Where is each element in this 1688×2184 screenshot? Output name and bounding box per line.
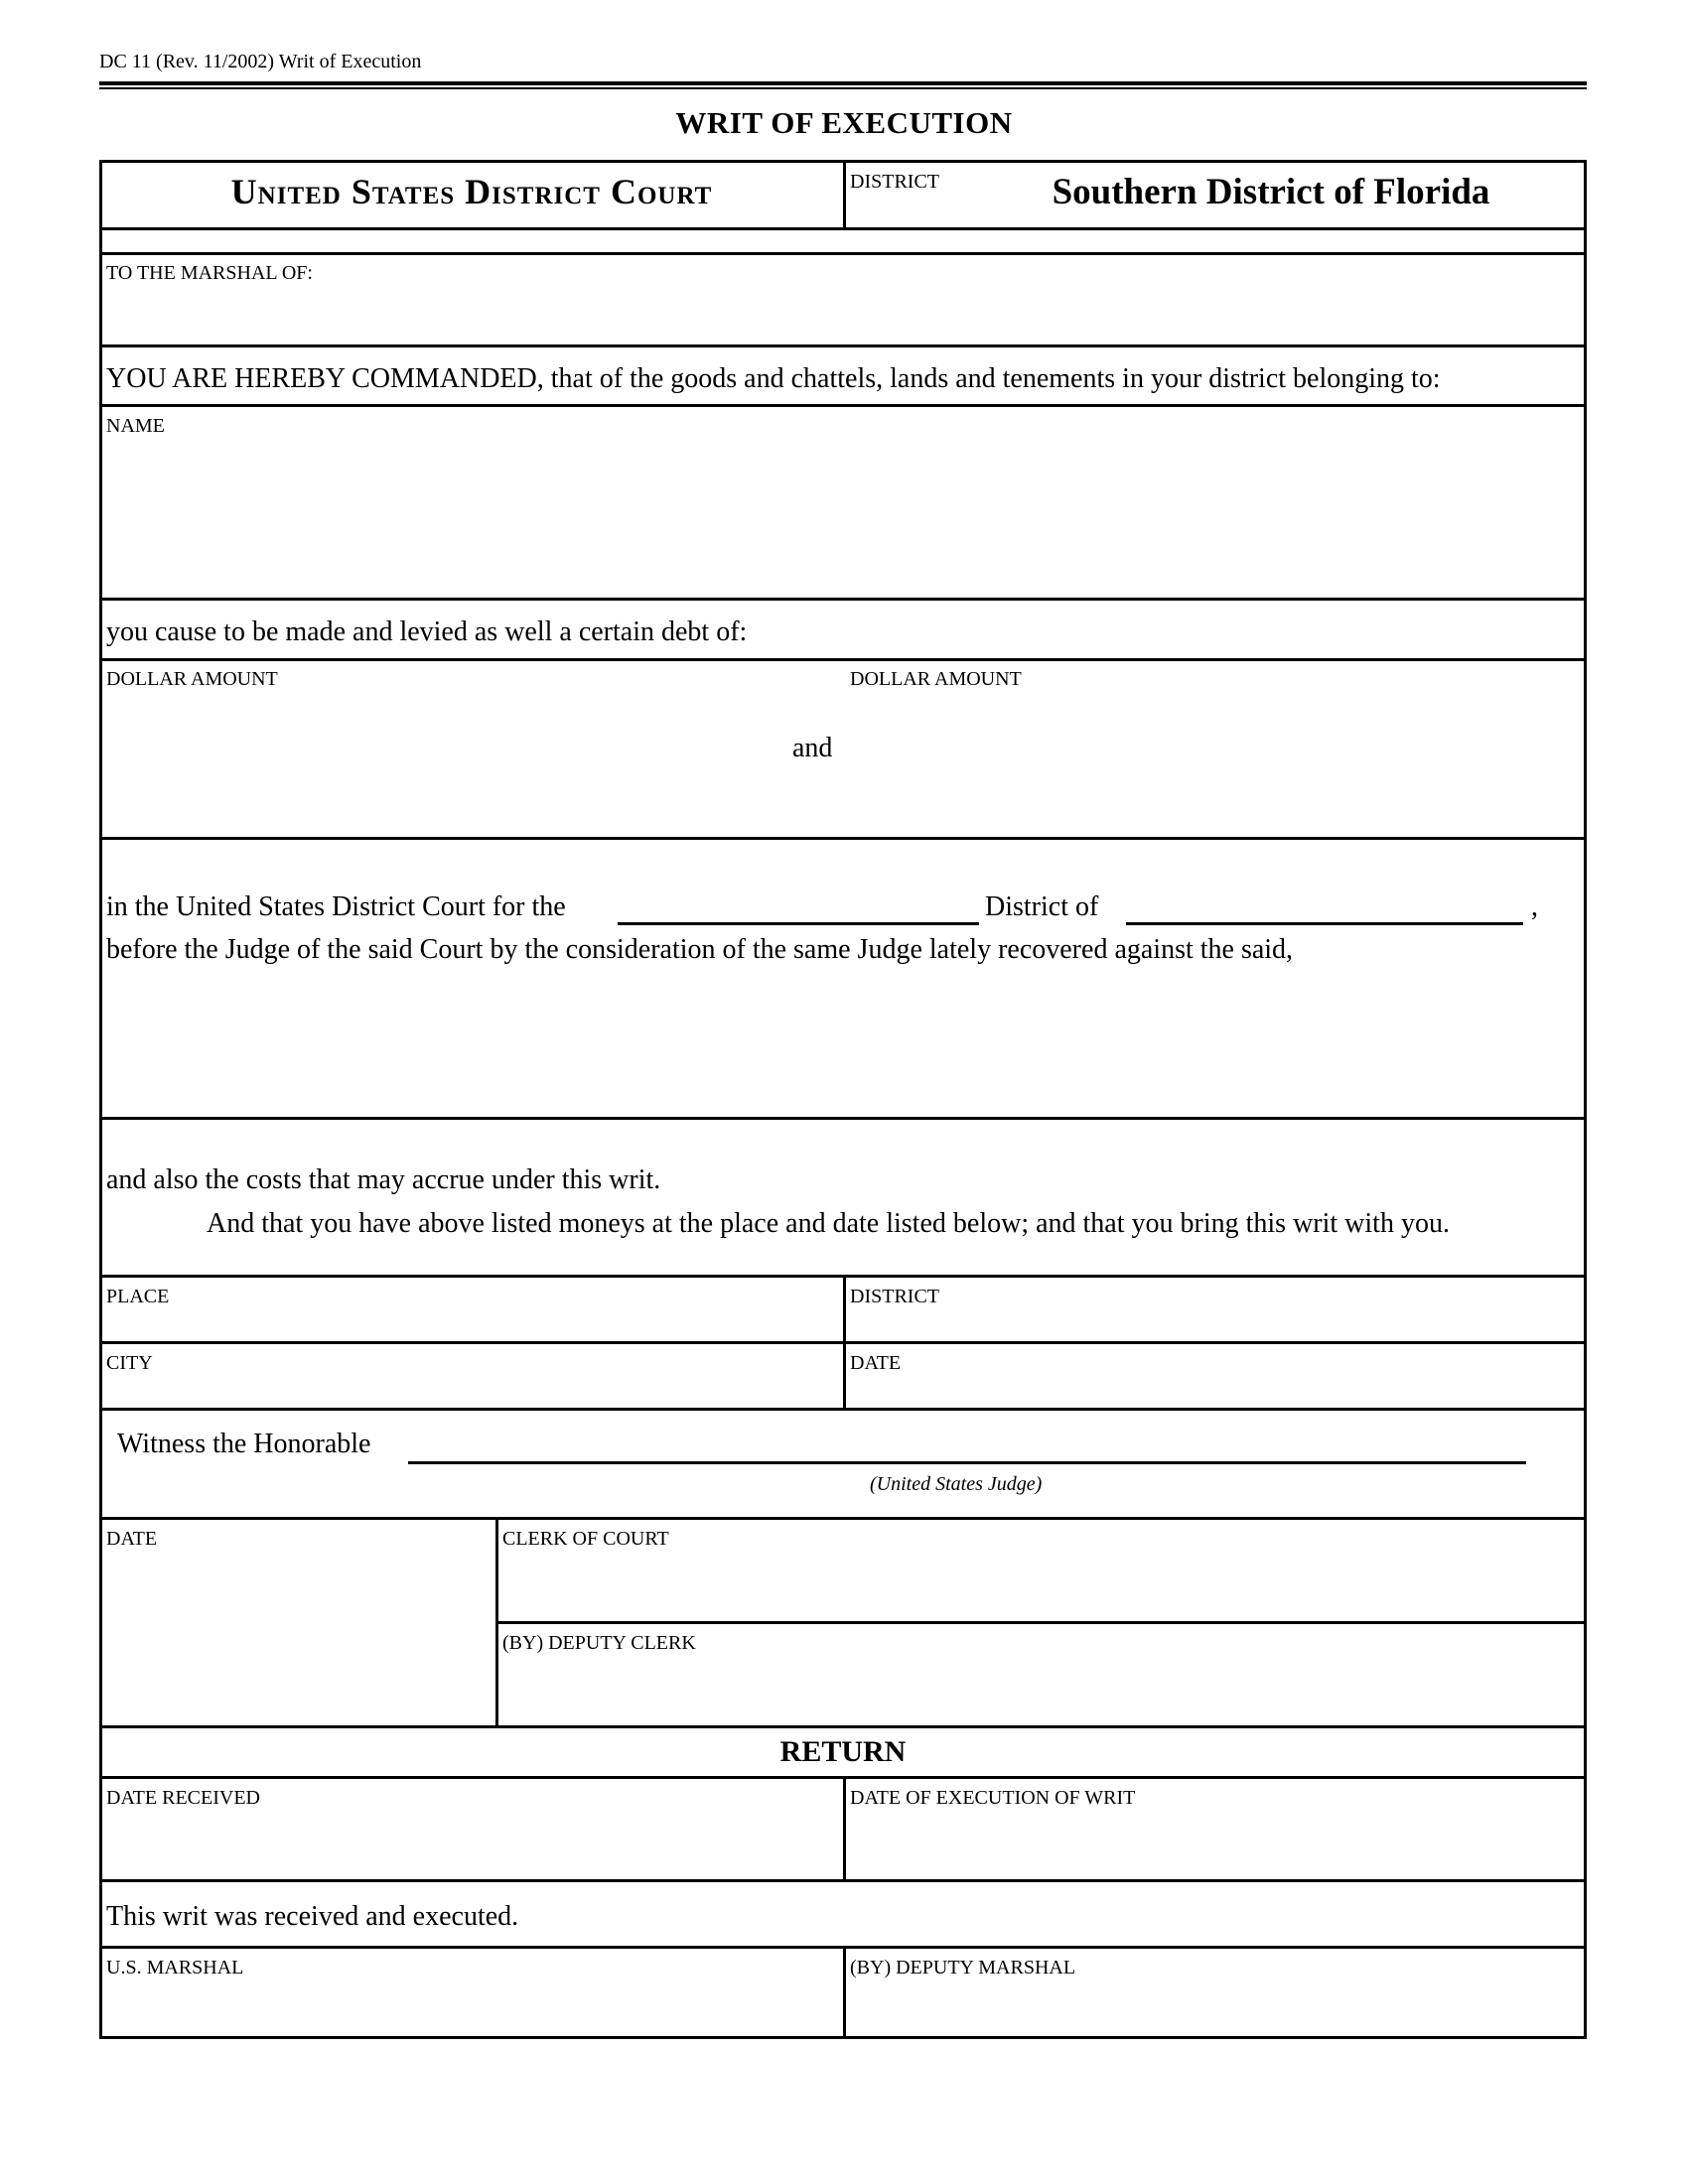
divider xyxy=(99,1879,1587,1882)
judge-caption: (United States Judge) xyxy=(870,1473,1043,1495)
marshal-label: TO THE MARSHAL OF: xyxy=(106,262,313,284)
form-reference: DC 11 (Rev. 11/2002) Writ of Execution xyxy=(99,51,422,72)
and-text: and xyxy=(792,733,833,763)
district-name: Southern District of Florida xyxy=(1052,172,1490,212)
form-title: WRIT OF EXECUTION xyxy=(675,105,1013,140)
divider xyxy=(843,160,846,229)
deputy-marshal-label: (BY) DEPUTY MARSHAL xyxy=(850,1957,1076,1979)
witness-text: Witness the Honorable xyxy=(117,1429,371,1459)
court-district-line xyxy=(618,922,979,925)
header-rule-thick xyxy=(99,81,1587,85)
return-title: RETURN xyxy=(779,1735,907,1768)
clerk-label: CLERK OF COURT xyxy=(502,1528,669,1550)
divider xyxy=(99,227,1587,230)
divider xyxy=(99,1517,1587,1520)
signature-date-label: DATE xyxy=(106,1528,158,1550)
judgment-text-b: District of xyxy=(985,891,1099,922)
divider xyxy=(99,837,1587,840)
divider xyxy=(99,1408,1587,1411)
judge-signature-line xyxy=(408,1461,1526,1464)
divider xyxy=(496,1621,1587,1624)
judgment-text-a: in the United States District Court for the xyxy=(106,891,566,922)
place-label: PLACE xyxy=(106,1286,170,1307)
divider xyxy=(843,1776,846,1881)
divider xyxy=(99,1117,1587,1120)
city-label: CITY xyxy=(106,1352,153,1374)
district-label: DISTRICT xyxy=(850,171,939,193)
debt-text: you cause to be made and levied as well a certain debt of: xyxy=(106,616,748,647)
divider xyxy=(99,1341,1587,1344)
command-text: YOU ARE HEREBY COMMANDED, that of the goods and chattels, lands and tenements in your district belonging to: xyxy=(106,363,1441,394)
location-district-label: DISTRICT xyxy=(850,1286,939,1307)
judgment-text-2: before the Judge of the said Court by the consideration of the same Judge lately recovered against the said, xyxy=(106,934,1294,965)
dollar-amount-label: DOLLAR AMOUNT xyxy=(106,668,278,690)
location-date-label: DATE xyxy=(850,1352,902,1374)
divider xyxy=(99,658,1587,661)
district-of-line xyxy=(1126,922,1523,925)
date-execution-label: DATE OF EXECUTION OF WRIT xyxy=(850,1787,1136,1809)
header-rule-thin xyxy=(99,87,1587,89)
divider xyxy=(99,252,1587,255)
costs-text-1: and also the costs that may accrue under this writ. xyxy=(106,1164,661,1195)
divider xyxy=(99,404,1587,407)
dollar-amount-label-2: DOLLAR AMOUNT xyxy=(850,668,1022,690)
judgment-comma: , xyxy=(1531,891,1538,922)
divider xyxy=(99,1725,1587,1728)
court-name: United States District Court xyxy=(230,172,713,211)
divider xyxy=(99,344,1587,347)
costs-text-2: And that you have above listed moneys at the place and date listed below; and that you bring this writ with you. xyxy=(207,1208,1450,1239)
name-label: NAME xyxy=(106,415,165,437)
marshal-signature-label: U.S. MARSHAL xyxy=(106,1957,244,1979)
executed-text: This writ was received and executed. xyxy=(106,1901,519,1932)
date-received-label: DATE RECEIVED xyxy=(106,1787,260,1809)
divider xyxy=(843,1946,846,2037)
divider xyxy=(99,598,1587,601)
deputy-clerk-label: (BY) DEPUTY CLERK xyxy=(502,1632,696,1654)
